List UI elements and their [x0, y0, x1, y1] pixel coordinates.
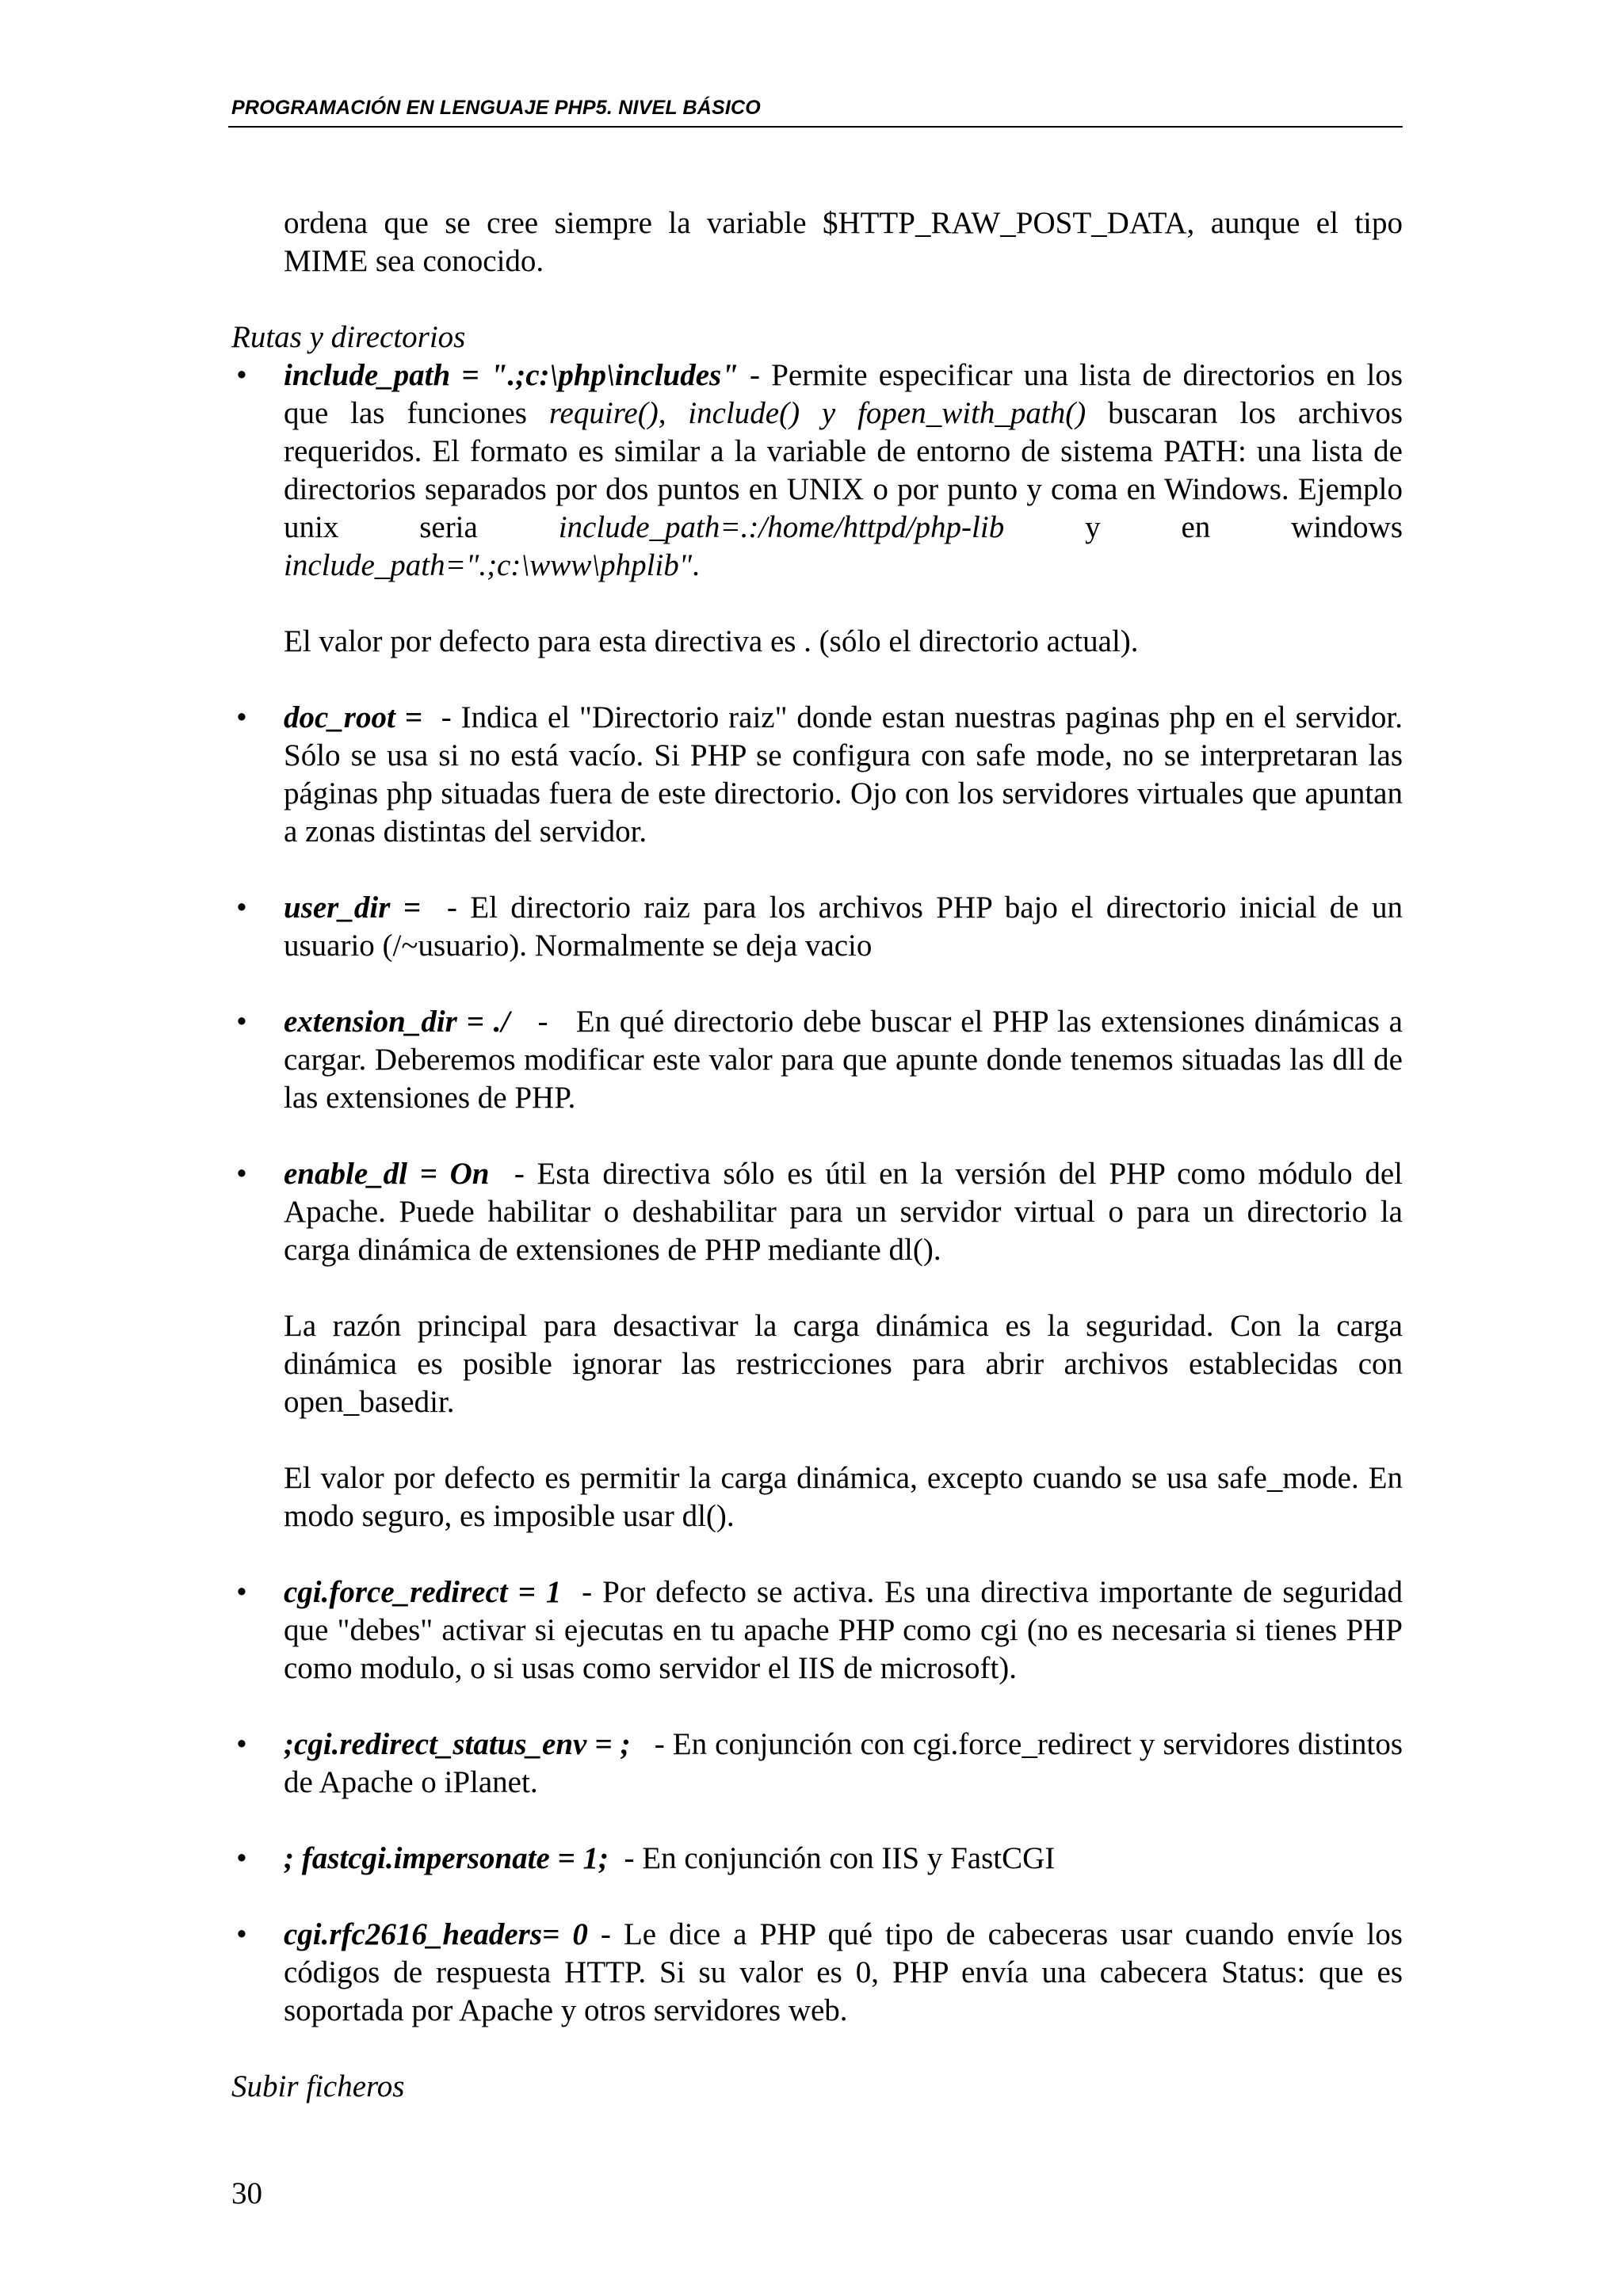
bullet-icon: •: [236, 358, 247, 392]
doc-root-text: - Indica el "Directorio raiz" donde estan nuestras paginas php en el servidor. Sólo se usa si no está vacío. Si PHP se configura con safe mode, no se interpretaran las páginas php situadas fuera de este directorio. Ojo con los servidores virtuales que apuntan a zonas distintas del servidor.: [284, 700, 1411, 849]
list-item-cgi-force-redirect: [236, 1573, 1411, 1688]
list-item-include-path: [236, 357, 1403, 661]
list-item-doc-root: [236, 699, 1411, 851]
directive-fastcgi-impersonate: ; fastcgi.impersonate = 1;: [284, 1841, 609, 1875]
directive-cgi-force-redirect: cgi.force_redirect = 1: [284, 1575, 562, 1609]
directive-cgi-redirect-status-env: ;cgi.redirect_status_env = ;: [284, 1727, 631, 1761]
directive-user-dir: user_dir =: [284, 891, 422, 925]
cgi-force-redirect-description: [284, 1573, 1411, 1688]
fastcgi-impersonate-text: - En conjunción con IIS y FastCGI: [609, 1841, 1056, 1875]
user-dir-text: - El directorio raiz para los archivos PHP bajo el directorio inicial de un usuario (/~usuario). Normalmente se deja vacio: [284, 891, 1411, 963]
include-path-text-1: - Permite especificar una lista de directorios en los que las funciones: [284, 358, 1403, 430]
section-heading-rutas: Rutas y directorios: [231, 320, 466, 354]
doc-root-description: [284, 699, 1411, 851]
include-path-default-note: El valor por defecto para esta directiva es . (sólo el directorio actual).: [284, 624, 1139, 658]
running-header: PROGRAMACIÓN EN LENGUAJE PHP5. NIVEL BÁSICO: [231, 97, 761, 119]
bullet-icon: •: [236, 1157, 247, 1191]
cgi-force-redirect-text: - Por defecto se activa. Es una directiva importante de seguridad que "debes" activar si ejecutas en tu apache PHP como cgi (no es necesaria si tienes PHP como modulo, o si usas como servidor el IIS de microsoft).: [284, 1575, 1411, 1685]
list-item-cgi-redirect-status-env: [236, 1726, 1411, 1802]
document-body: [231, 204, 1411, 2106]
extension-dir-description: [284, 1003, 1411, 1117]
list-item-fastcgi-impersonate: [236, 1840, 1403, 1878]
cgi-rfc2616-headers-text: - Le dice a PHP qué tipo de cabeceras usar cuando envíe los códigos de respuesta HTTP. Si su valor es 0, PHP envía una cabecera Status: que es soportada por Apache y otros servidores web.: [284, 1917, 1411, 2027]
enable-dl-default-note: El valor por defecto es permitir la carga dinámica, excepto cuando se usa safe_mode. En modo seguro, es imposible usar dl().: [284, 1461, 1403, 1533]
cgi-redirect-status-env-text: - En conjunción con cgi.force_redirect y servidores distintos de Apache o iPlanet.: [284, 1727, 1411, 1799]
bullet-icon: •: [236, 700, 247, 734]
bullet-icon: •: [236, 1575, 247, 1609]
user-dir-description: [284, 889, 1411, 965]
cgi-redirect-status-env-description: [284, 1726, 1411, 1802]
intro-paragraph: ordena que se cree siempre la variable $HTTP_RAW_POST_DATA, aunque el tipo MIME sea conocido.: [284, 206, 1403, 278]
list-item-user-dir: [236, 889, 1411, 965]
include-path-text-4: .: [692, 548, 700, 582]
directive-doc-root: doc_root =: [284, 700, 422, 734]
list-item-cgi-rfc2616-headers: [236, 1916, 1411, 2030]
include-path-text-3: y en windows: [1004, 510, 1403, 544]
directive-extension-dir: extension_dir = ./: [284, 1005, 510, 1039]
bullet-icon: •: [236, 891, 247, 925]
page-number: 30: [231, 2176, 262, 2210]
include-path-description: [284, 357, 1403, 585]
enable-dl-security-note: La razón principal para desactivar la carga dinámica es la seguridad. Con la carga dinámica es posible ignorar las restricciones para abrir archivos establecidas con open_basedir.: [284, 1309, 1403, 1419]
fastcgi-impersonate-description: [284, 1840, 1403, 1878]
list-item-enable-dl: [236, 1155, 1411, 1535]
directive-include-path: include_path = ".;c:\php\includes": [284, 358, 739, 392]
include-path-text-2: buscaran los archivos requeridos. El formato es similar a la variable de entorno de sistema PATH: una lista de directorios separados por dos puntos en UNIX o por punto y coma en Windows. Ejemplo unix seria: [284, 396, 1403, 544]
list-item-extension-dir: [236, 1003, 1411, 1117]
enable-dl-description: [284, 1155, 1411, 1269]
include-path-windows-example: include_path=".;c:\www\phplib": [284, 548, 693, 582]
bullet-icon: •: [236, 1917, 247, 1951]
directive-enable-dl: enable_dl = On: [284, 1157, 490, 1191]
header-rule: [228, 126, 1403, 128]
bullet-icon: •: [236, 1005, 247, 1039]
section-heading-subir: Subir ficheros: [231, 2069, 405, 2103]
bullet-icon: •: [236, 1727, 247, 1761]
include-path-unix-example: include_path=.:/home/httpd/php-lib: [558, 510, 1005, 544]
extension-dir-text: - En qué directorio debe buscar el PHP las extensiones dinámicas a cargar. Deberemos modificar este valor para que apunte donde tenemos situadas las dll de las extensiones de PHP.: [284, 1005, 1411, 1115]
include-path-functions: require(), include() y fopen_with_path(): [548, 396, 1086, 430]
directive-cgi-rfc2616-headers: cgi.rfc2616_headers= 0: [284, 1917, 588, 1951]
enable-dl-text: - Esta directiva sólo es útil en la versión del PHP como módulo del Apache. Puede habilitar o deshabilitar para un servidor virtual o para un directorio la carga dinámica de extensiones de PHP mediante dl().: [284, 1157, 1411, 1267]
bullet-icon: •: [236, 1841, 247, 1875]
cgi-rfc2616-headers-description: [284, 1916, 1411, 2030]
